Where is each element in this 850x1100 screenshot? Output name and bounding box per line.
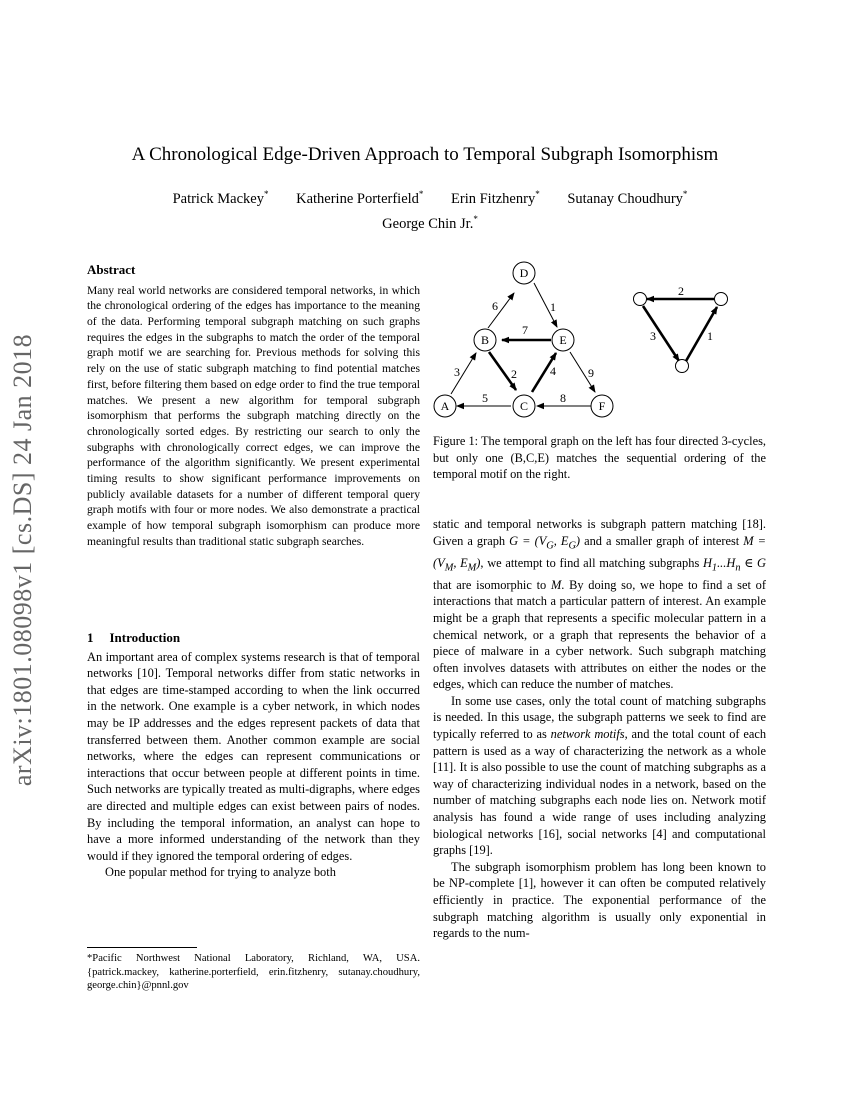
section-heading [87,630,420,647]
author-list [90,184,770,234]
text-run: that are isomorphic to [433,577,551,592]
text-run: . By doing so, we hope to find a set of interactions that match a particular pattern of interest. An example might be a graph that represents a specific molecular pattern in a chemical network, or a graph that represents the behavior of a piece of malware in a cyber network. Such subgraph matching often involves datasets with attributes on either the nodes or the edges, which can reduce the number of matches. [433,577,766,692]
paragraph: One popular method for trying to analyze both [105,865,336,880]
math-subgraphs [702,555,766,574]
motif-node-bottom [676,360,689,373]
paragraph: The subgraph isomorphism problem has long been known to be NP-complete [1], however it can often be computed relatively efficiently in practice. The exponential performance of the subgraph matching algorithm is usually only exponential in regards to the num- [433,859,766,941]
math-run: G = (V [509,533,547,548]
arxiv-identifier [3,300,43,820]
section-number: 1 [87,630,94,645]
edge-label: 2 [511,367,517,381]
introduction-section [87,630,420,881]
math-run: , E [453,555,468,570]
math-sub: 1 [711,562,718,574]
section-title: Introduction [109,630,181,645]
author-4 [567,191,687,207]
edge-label: 9 [588,366,594,380]
footnote-rule [87,947,197,948]
footnote [87,952,420,993]
motif-node-left [634,293,647,306]
edge-label: 8 [560,391,566,405]
math-sub: M [444,562,454,574]
node-label: C [519,399,529,413]
edge-label: 4 [550,364,556,378]
affiliation-mark: * [682,189,688,199]
temporal-graph-figure [425,255,770,425]
author-2 [296,191,423,207]
paragraph [433,693,766,859]
math-graph [509,533,581,552]
text-run: and a smaller graph of interest [580,533,744,548]
edge-label: 3 [454,365,460,379]
author-5 [382,213,478,232]
abstract-heading: Abstract [87,262,136,277]
math-run: ∈ G [740,555,766,570]
edge-label: 6 [492,299,498,313]
author-name: Erin Fitzhenry [451,190,536,207]
text-run: In some use cases, only the total count of matching subgraphs is needed. In this usage, the subgraph patterns we seek to find are typically referred to as [433,693,766,742]
math-sub: G [568,540,576,552]
affiliation-mark: * [535,189,540,199]
affiliation-mark: * [263,189,269,199]
math-run: M [550,577,562,592]
abstract-text: Many real world networks are considered temporal networks, in which the chronological ordering of the edges has importance to the meaning of the data. Performing temporal subgraph matching on such graphs requires the edges in the subgraphs to match the order of the temporal graph motif we are searching for. Previous methods for solving this rely on the use of static subgraph matching to find potential matches first, before filtering them based on edge order to find the true temporal matches. We present a new algorithm for temporal subgraph isomorphism that performs the subgraph matching directly on the chronologically sorted edges. By restricting our search to only the subgraphs with chronologically correct edges, we can improve the performance of the algorithm significantly. We present experimental timing results to show significant performance improvements on publicly available datasets for a number of different temporal query graph motifs with four or more nodes. We also demonstrate a practical example of how temporal subgraph isomorphism can produce more meaningful results than traditional static subgraph searches. [87,283,420,548]
text-run: , we attempt to find all matching subgraphs [480,555,703,570]
math-run: ) [575,533,581,548]
node-label: F [598,399,606,413]
motif-edge-label: 3 [650,329,656,343]
motif-edge-label: 2 [678,284,684,298]
arxiv-identifier-text: arXiv:1801.08098v1 [cs.DS] 24 Jan 2018 [8,333,37,787]
abstract-section [87,262,420,550]
motif-node-right [715,293,728,306]
affiliation-mark: * [418,189,424,199]
motif-edge-3 [643,306,679,361]
author-3 [451,191,540,207]
affiliation-mark: * [473,213,478,224]
math-run: M = (V [433,533,767,570]
node-label: A [440,399,450,413]
math-run: ...H [717,555,736,570]
edge-label: 5 [482,391,488,405]
text-run: static and temporal networks is subgraph pattern matching [18]. Given a graph [433,517,766,548]
paragraph: An important area of complex systems research is that of temporal networks [10]. Temporal networks differ from static networks in that edges are time-stamped according to when the link occurred in the network. One example is a cyber network, in which nodes may be IP addresses and the edges represent packets of data that transferred between them. Another common example are social networks, where the edges can represent communications or interactions that occur between people at different points in time. Such networks are typically treated as multi-digraphs, where edges are directed and multiple edges can exist between pairs of nodes. By including the temporal information, an analyst can hope to have a more informed understanding of the network than they would if they ignored the temporal ordering of edges. [87,649,420,863]
footnote-text: *Pacific Northwest National Laboratory, Richland, WA, USA. {patrick.mackey, katherine.porterfield, erin.fitzhenry, sutanay.choudhury, george.chin}@pnnl.gov [87,953,420,991]
emphasis: network motifs [550,727,625,742]
node-label: B [480,333,490,347]
motif-edge-label: 1 [707,329,713,343]
text-run: , and the total count of each pattern is used as a way of characterizing the network as a whole [11]. It is also possible to use the count of matching subgraphs as a way of characterizing individual nodes in a network, based on the number of matching subgraphs each node lies on. Network motif analysis has found a wide range of uses including analyzing biological networks [16], social networks [4] and computational graphs [19]. [433,727,767,858]
node-label: E [559,333,567,347]
math-run: , E [553,533,569,548]
figure-1 [425,255,770,425]
author-name: Sutanay Choudhury [567,190,683,207]
author-1 [173,191,269,207]
paper-title: A Chronological Edge-Driven Approach to Temporal Subgraph Isomorphism [131,144,719,165]
author-name: Patrick Mackey [172,190,264,207]
math-sub: n [735,562,741,574]
math-run: ) [476,555,481,570]
math-sub: G [546,540,554,552]
math-run: H [702,555,712,570]
edge-label: 7 [522,323,528,337]
right-column-text [433,516,766,942]
author-name: George Chin Jr. [382,215,474,232]
figure-caption: Figure 1: The temporal graph on the left has four directed 3-cycles, but only one (B,C,E) matches the sequential ordering of the temporal motif on the right. [433,434,766,482]
math-sub: M [467,562,477,574]
paragraph [433,516,766,693]
author-name: Katherine Porterfield [296,190,419,207]
edge-label: 1 [550,300,556,314]
node-label: D [519,266,529,280]
